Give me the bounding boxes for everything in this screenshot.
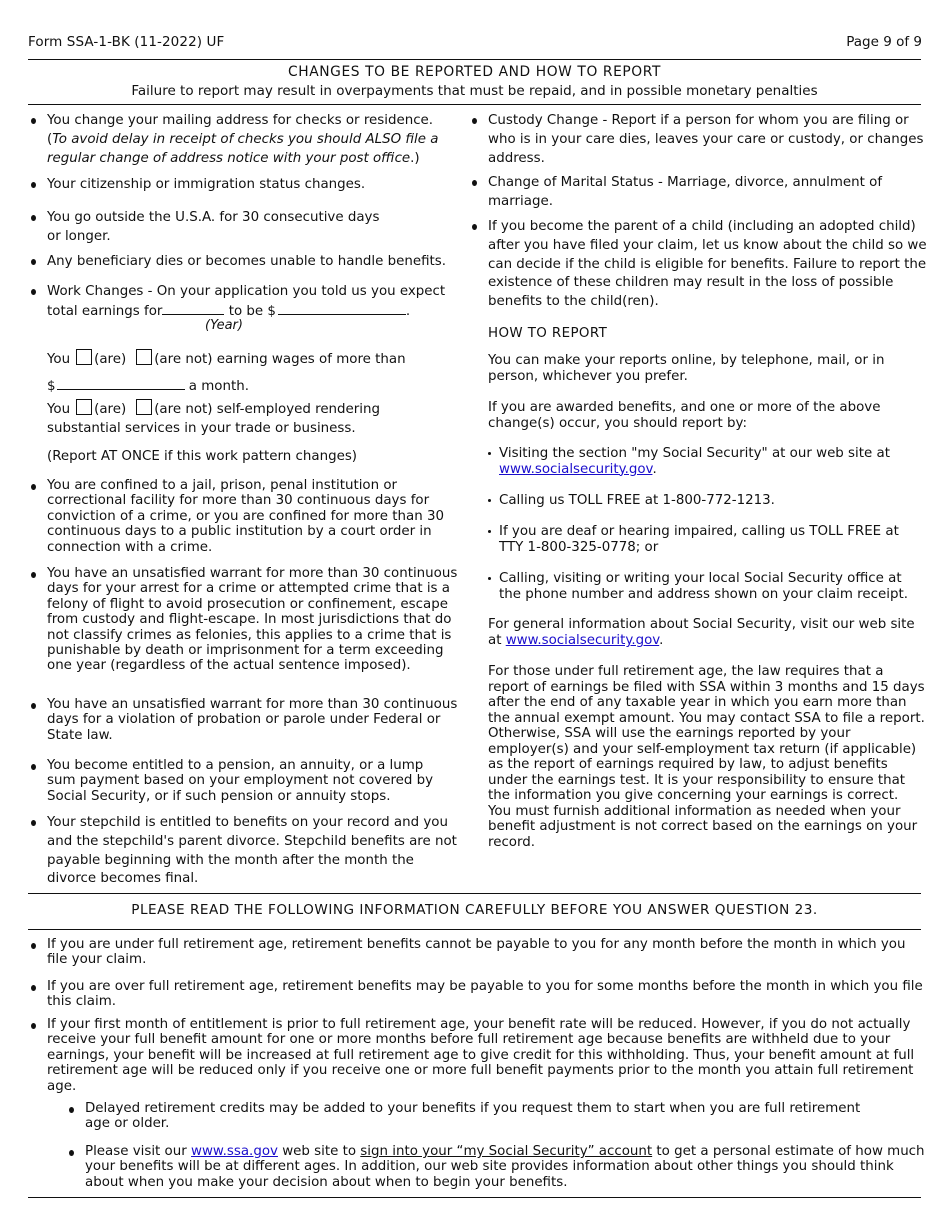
sub-list-item: Please visit our www.ssa.gov web site to sign into your “my Social Security” account to get a personal estimate of how much your benefits will be at different ages. In addition, our web site provides information about other things you should think about when you make your decision about when to begin your benefits. [66, 1144, 927, 1190]
list-item: Change of Marital Status - Marriage, divorce, annulment of marriage. [469, 174, 908, 212]
list-item: Your citizenship or immigration status changes. [28, 176, 459, 195]
report-once-note: (Report AT ONCE if this work pattern changes) [47, 449, 358, 464]
list-item: Any beneficiary dies or becomes unable to handle benefits. [28, 253, 467, 272]
divider [28, 59, 921, 60]
sub-list-item: Delayed retirement credits may be added to your benefits if you request them to start when you are full retirement age or older. [66, 1101, 885, 1132]
self-employed-line: You (are) (are not) self-employed rendering substantial services in your trade or business. [47, 399, 380, 438]
form-id: Form SSA-1-BK (11-2022) UF [28, 34, 225, 50]
bullet-icon [31, 764, 36, 770]
method-visit: Visiting the section "my Social Security" at our web site at www.socialsecurity.gov. [488, 446, 929, 477]
bullet-icon [31, 943, 36, 949]
expected-earnings-field[interactable] [278, 302, 406, 315]
year-field[interactable] [162, 302, 224, 315]
list-item: If you are over full retirement age, retirement benefits may be payable to you for some months before the month in which you file this claim. [28, 979, 927, 1010]
divider [28, 893, 921, 894]
bullet-icon [31, 182, 36, 188]
list-item: If you become the parent of a child (including an adopted child) after you have filed your claim, let us know about the child so we can decide if the child is eligible for benefits. Failure to report the existence of these children may result in the loss of possible benefits to the child(ren). [469, 218, 928, 312]
bullet-icon [472, 224, 477, 230]
bullet-icon [31, 118, 36, 124]
bullet-icon [31, 484, 36, 490]
ssa-gov-link[interactable]: www.ssa.gov [191, 1144, 278, 1159]
wages-are-not-checkbox[interactable] [136, 349, 152, 365]
bullet-icon [31, 703, 36, 709]
bullet-icon [31, 215, 36, 221]
my-social-security-signin[interactable]: sign into your “my Social Security” account [360, 1144, 653, 1159]
divider [28, 1197, 921, 1198]
bullet-icon [488, 530, 491, 533]
self-employed-are-checkbox[interactable] [76, 399, 92, 415]
section-subtitle: Failure to report may result in overpayments that must be repaid, and in possible monetary penalties [131, 83, 818, 99]
work-changes-item: Work Changes - On your application you told us you expect total earnings for to be $ . [28, 283, 467, 322]
divider [28, 929, 921, 930]
bullet-icon [31, 1023, 36, 1029]
list-item: You are confined to a jail, prison, penal institution or correctional facility for more than 30 continuous days for conviction of a crime, or you are confined for more than 30 continuous days to a public institution by a court order in connection with a crime. [28, 478, 462, 555]
how-to-report-heading: HOW TO REPORT [488, 326, 608, 341]
year-label: (Year) [205, 318, 243, 333]
monthly-wages-line: $ a month. [47, 371, 249, 395]
list-item: If your first month of entitlement is prior to full retirement age, your benefit rate will be reduced. However, if you do not actually receive your full benefit amount for one or more months before full retirement age because benefits are withheld due to your earnings, your benefit will be increased at full retirement age to give credit for this withholding. Thus, your benefit amount at full retirement age will be reduced only if you receive one or more full benefit payments prior to the month you attain full retirement age. [28, 1017, 935, 1094]
list-item: Custody Change - Report if a person for whom you are filing or who is in your care dies, leaves your care or custody, or changes address. [469, 112, 926, 168]
bullet-icon [31, 572, 36, 578]
self-employed-are-not-checkbox[interactable] [136, 399, 152, 415]
bullet-icon [488, 499, 491, 502]
list-item: Your stepchild is entitled to benefits on your record and you and the stepchild's parent divorce. Stepchild benefits are not payable beginning with the month after the month the divorce becomes final. [28, 814, 467, 889]
how-intro: You can make your reports online, by telephone, mail, or in person, whichever you prefer. [488, 353, 885, 384]
bullet-icon [488, 452, 491, 455]
socialsecurity-link[interactable]: www.socialsecurity.gov [505, 633, 660, 648]
monthly-wages-field[interactable] [57, 371, 185, 390]
list-item: You change your mailing address for checks or residence. (To avoid delay in receipt of checks you should ALSO file a regular change of address notice with your post office.) [28, 112, 459, 168]
list-item: If you are under full retirement age, retirement benefits cannot be payable to you for any month before the month in which you file your claim. [28, 937, 927, 968]
list-item: You have an unsatisfied warrant for more than 30 continuous days for your arrest for a crime or attempted crime that is a felony of flight to avoid prosecution or confinement, escape from custody and flight-escape. In most jurisdictions that do not classify crimes as felonies, this applies to a crime that is punishable by death or imprisonment for a term exceeding one year (regardless of the actual sentence imposed). [28, 566, 465, 674]
bullet-icon [472, 118, 477, 124]
method-office: Calling, visiting or writing your local Social Security office at the phone number and address shown on your claim receipt. [488, 571, 939, 602]
bullet-icon [472, 180, 477, 186]
if-awarded: If you are awarded benefits, and one or more of the above change(s) occur, you should report by: [488, 400, 881, 431]
general-info: For general information about Social Security, visit our web site at www.socialsecurity.gov. [488, 617, 915, 648]
socialsecurity-link[interactable]: www.socialsecurity.gov [499, 461, 653, 477]
list-item: You become entitled to a pension, an annuity, or a lump sum payment based on your employment not covered by Social Security, or if such pension or annuity stops. [28, 758, 452, 804]
bullet-icon [69, 1150, 74, 1156]
section-title: CHANGES TO BE REPORTED AND HOW TO REPORT [288, 64, 661, 80]
bullet-icon [31, 259, 36, 265]
bullet-icon [488, 577, 491, 580]
page-number: Page 9 of 9 [846, 34, 922, 50]
list-item: You go outside the U.S.A. for 30 consecutive days or longer. [28, 209, 459, 247]
bullet-icon [31, 985, 36, 991]
bullet-icon [69, 1107, 74, 1113]
bullet-icon [31, 289, 36, 295]
section-title: PLEASE READ THE FOLLOWING INFORMATION CAREFULLY BEFORE YOU ANSWER QUESTION 23. [131, 902, 818, 918]
list-item: You have an unsatisfied warrant for more than 30 continuous days for a violation of probation or parole under Federal or State law. [28, 697, 465, 743]
wages-are-checkbox[interactable] [76, 349, 92, 365]
wages-line: You (are) (are not) earning wages of more than [47, 349, 406, 369]
method-call: Calling us TOLL FREE at 1-800-772-1213. [488, 493, 929, 509]
method-tty: If you are deaf or hearing impaired, calling us TOLL FREE at TTY 1-800-325-0778; or [488, 524, 939, 555]
bullet-icon [31, 820, 36, 826]
under-fra-paragraph: For those under full retirement age, the law requires that a report of earnings be filed with SSA within 3 months and 15 days after the end of any taxable year in which you earn more than the annual exempt amount. You may contact SSA to file a report. Otherwise, SSA will use the earnings reported by your employer(s) and your self-employment tax return (if applicable) as the report of earnings required by law, to adjust benefits under the earnings test. It is your responsibility to ensure that the information you give concerning your earnings is correct. You must furnish additional information as needed when your benefit adjustment is not correct based on the earnings on your record. [488, 664, 925, 850]
divider [28, 104, 921, 105]
